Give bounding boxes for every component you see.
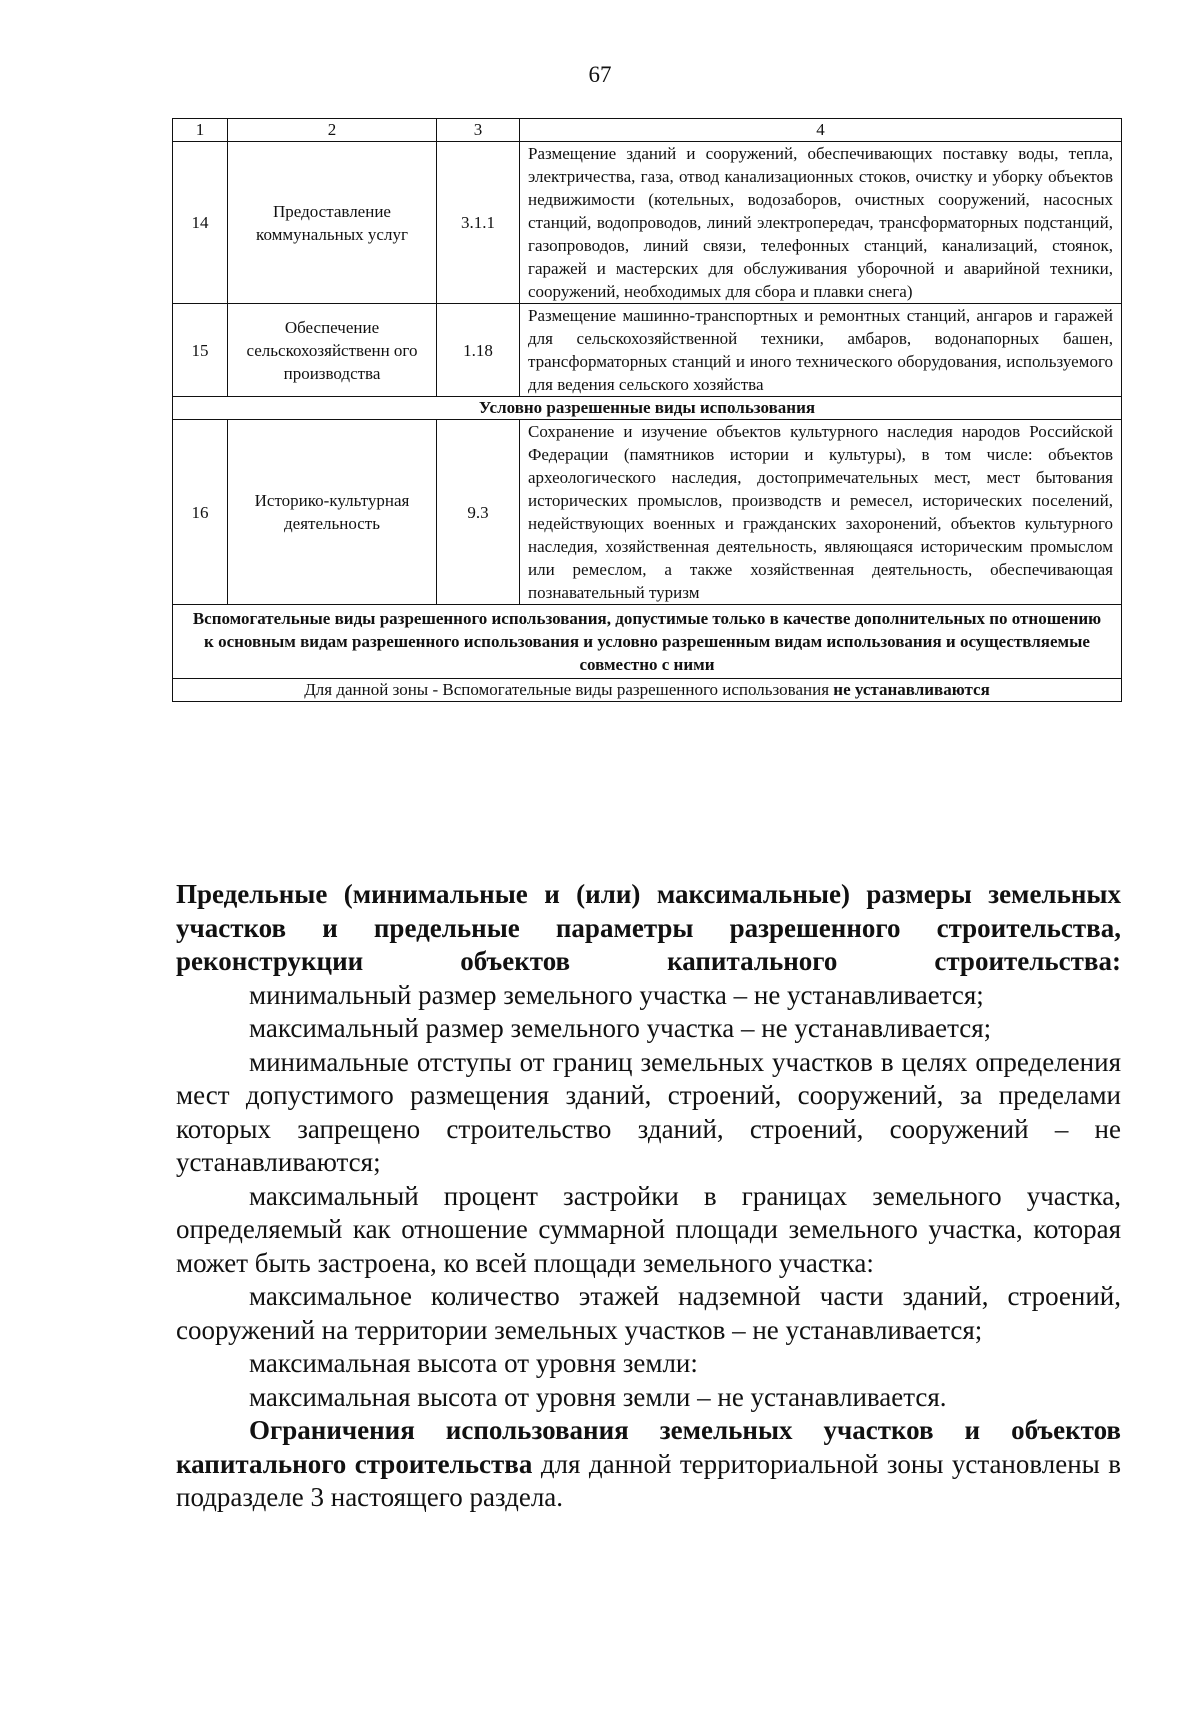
paragraph: минимальные отступы от границ земельных участков в целях определения мест допустимого размещения зданий, строений, сооружений, за пределами которых запрещено строительство зданий, строений, сооружений – не устанавливаются; [176,1046,1121,1177]
use-type-description: Размещение зданий и сооружений, обеспечивающих поставку воды, тепла, электричества, газа, отвод канализационных стоков, очистку и уборку объектов недвижимости (котельных, водозаборов, очистных сооружений, насосных станций, водопроводов, линий электропередач, трансформаторных подстанций, газопроводов, линий связи, телефонных станций, канализаций, стоянок, гаражей и мастерских для обслуживания уборочной и аварийной техники, сооружений, необходимых для сбора и плавки снега) [520,142,1122,304]
table-row [173,142,1122,304]
table-header-row [173,119,1122,142]
paragraph: максимальное количество этажей надземной части зданий, строений, сооружений на территории земельных участков – не устанавливается; [176,1281,1121,1345]
column-header: 4 [520,119,1122,142]
row-number: 15 [173,304,228,397]
use-type-name: Предоставление коммунальных услуг [228,142,437,304]
note-row [173,679,1122,702]
paragraph: минимальный размер земельного участка – не устанавливается; [249,979,984,1010]
restrictions-rest: для данной территориальной зоны установлены в подразделе 3 настоящего раздела. [176,1448,1121,1512]
table-row [173,420,1122,605]
restrictions-bold: Ограничения использования земельных участков и объектов капитального строительства [176,1415,1121,1479]
body-text [176,878,1121,1515]
note-prefix: Для данной зоны - Вспомогательные виды разрешенного использования [304,680,830,699]
use-type-name: Обеспечение сельскохозяйственн ого производства [228,304,437,397]
paragraph: максимальная высота от уровня земли – не устанавливается. [249,1381,947,1412]
use-type-name: Историко-культурная деятельность [228,420,437,605]
paragraph: максимальный размер земельного участка – не устанавливается; [249,1013,992,1043]
restrictions-paragraph [176,1414,1121,1515]
land-use-table [172,118,1122,702]
note-bold: не устанавливаются [833,680,990,699]
paragraph: максимальная высота от уровня земли: [249,1348,698,1378]
use-type-code: 1.18 [437,304,520,397]
column-header: 2 [228,119,437,142]
column-header: 3 [437,119,520,142]
row-number: 16 [173,420,228,605]
column-header: 1 [173,119,228,142]
auxiliary-uses-header: Вспомогательные виды разрешенного использования, допустимые только в качестве дополнительных по отношению к основным видам разрешенного использования и условно разрешенным видам использования и осуществляемые совместно с ними [173,605,1122,679]
use-type-code: 3.1.1 [437,142,520,304]
section-header-row [173,605,1122,679]
use-type-description: Сохранение и изучение объектов культурного наследия народов Российской Федерации (памятников истории и культуры), в том числе: объектов археологического наследия, достопримечательных мест, мест бытования исторических промыслов, производств и ремесел, исторических поселений, недействующих военных и гражданских захоронений, объектов культурного наследия, хозяйственная деятельность, являющаяся историческим промыслом или ремеслом, а также хозяйственная деятельность, обеспечивающая познавательный туризм [520,420,1122,605]
row-number: 14 [173,142,228,304]
conditional-uses-header: Условно разрешенные виды использования [173,397,1122,420]
auxiliary-uses-note [173,679,1122,702]
section-heading: Предельные (минимальные и (или) максимальные) размеры земельных участков и предельные параметры разрешенного строительства, реконструкции объектов капитального строительства: [176,879,1121,976]
table-row [173,304,1122,397]
use-type-description: Размещение машинно-транспортных и ремонтных станций, ангаров и гаражей для сельскохозяйственной техники, амбаров, водонапорных башен, трансформаторных станций и иного технического оборудования, используемого для ведения сельского хозяйства [520,304,1122,397]
section-header-row [173,397,1122,420]
page-number: 67 [588,62,612,87]
paragraph: максимальный процент застройки в границах земельного участка, определяемый как отношение суммарной площади земельного участка, которая может быть застроена, ко всей площади земельного участка: [176,1180,1121,1278]
use-type-code: 9.3 [437,420,520,605]
